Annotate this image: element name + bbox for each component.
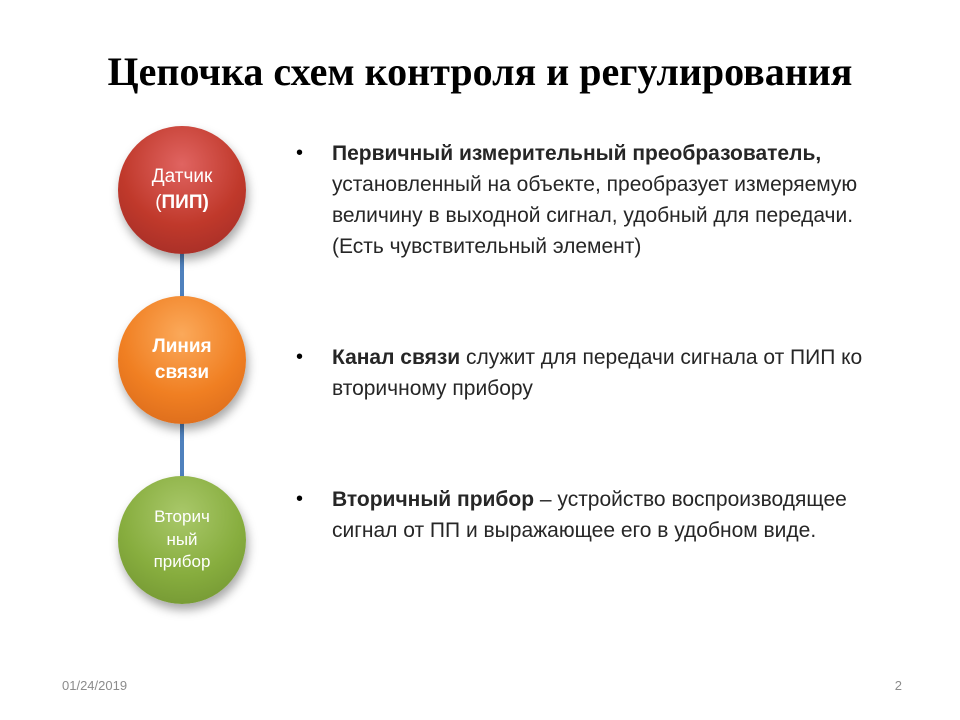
bullet-term: Вторичный прибор [332, 488, 535, 511]
chain-diagram [108, 120, 268, 620]
bullet-marker: • [296, 142, 304, 164]
bullet-marker: • [296, 488, 304, 510]
bullet-term: Первичный измерительный преобразователь, [332, 142, 822, 165]
connector-sensor-channel [180, 250, 184, 300]
bullet-marker: • [296, 346, 304, 368]
sensor-node [118, 126, 246, 254]
bullet-text [332, 484, 902, 546]
bullet-description: установленный на объекте, преобразует измеряемую величину в выходной сигнал, удобный для передачи.(Есть чувствительный элемент) [332, 173, 858, 258]
channel-label-line2: связи [154, 362, 210, 383]
channel-node [118, 296, 246, 424]
device-node [118, 476, 246, 604]
bullet-description: – устройство воспроизводящее сигнал от ПП и выражающее его в удобном виде. [332, 488, 847, 542]
device-label-line1: Вторич [154, 506, 210, 526]
bullet-text [332, 138, 902, 262]
bullet-item-secondary-device [296, 484, 916, 546]
device-label-line3: прибор [153, 552, 211, 572]
bullet-item-communication-channel [296, 342, 916, 404]
sensor-paren: ( [155, 192, 162, 213]
bullet-text [332, 342, 902, 404]
footer-date: 01/24/2019 [62, 678, 128, 693]
sensor-label-line2 [155, 190, 209, 216]
page-number: 2 [894, 678, 902, 693]
slide-title: Цепочка схем контроля и регулирования [107, 49, 853, 94]
bullet-term: Канал связи [332, 346, 461, 369]
bullet-item-primary-transducer [296, 138, 916, 262]
connector-channel-device [180, 420, 184, 480]
bullet-description: служит для передачи сигнала от ПИП ко вторичному прибору [332, 346, 863, 400]
sensor-label-line1: Датчик [151, 166, 213, 188]
device-label-line2: ный [166, 529, 198, 549]
channel-label-line1: Линия [152, 336, 212, 358]
sensor-abbrev: ПИП) [161, 192, 209, 213]
